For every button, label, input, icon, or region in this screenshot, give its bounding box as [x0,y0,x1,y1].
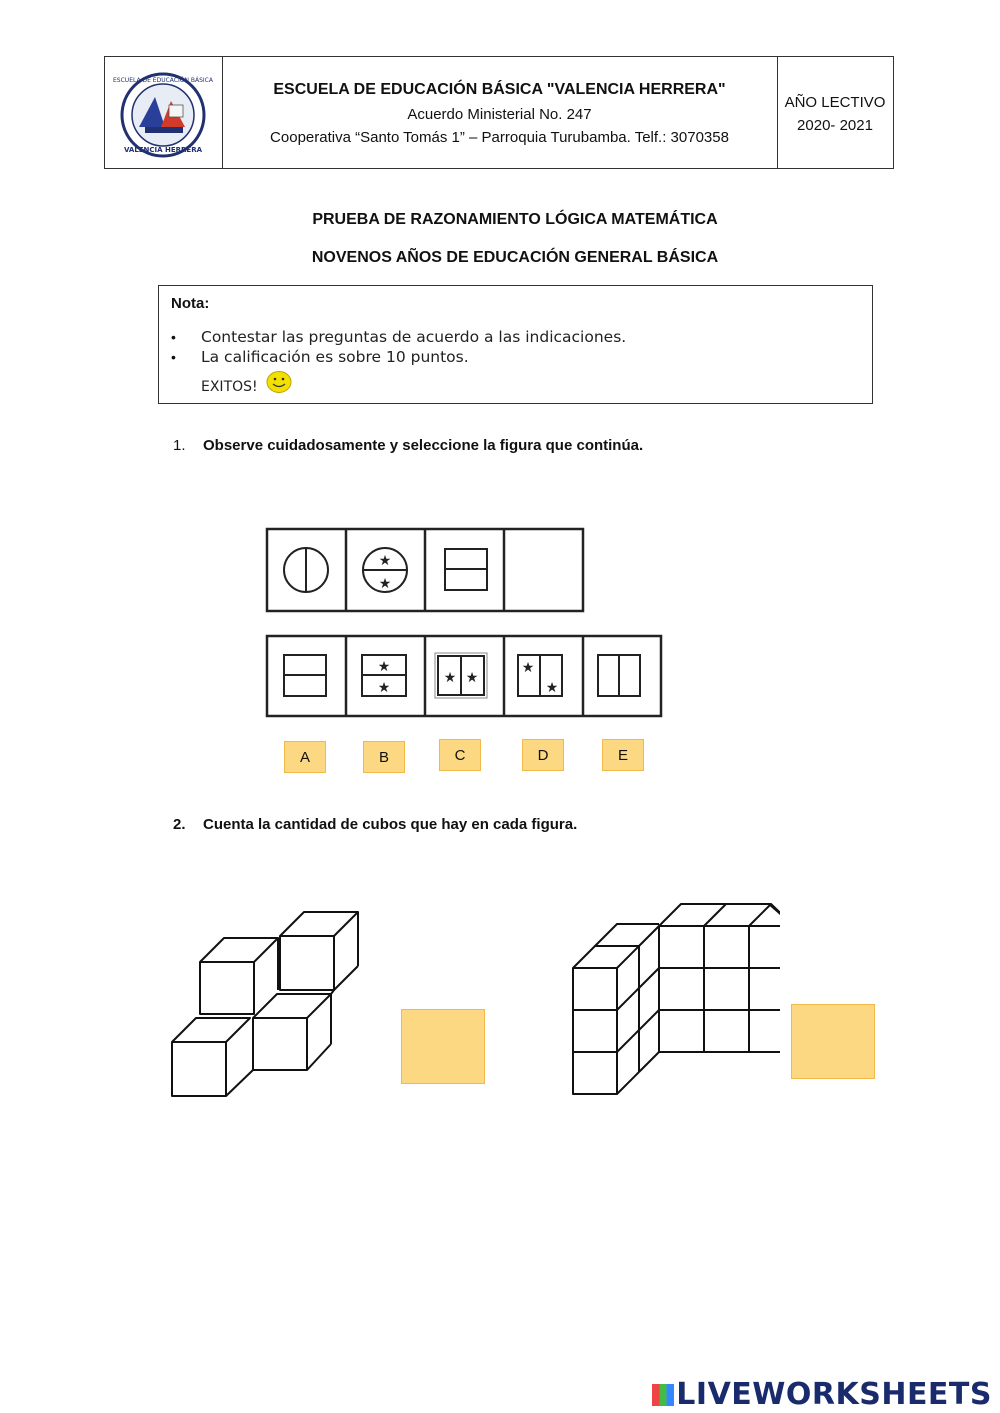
option-b-button[interactable]: B [363,741,405,773]
svg-text:★: ★ [378,553,392,569]
school-year-cell [777,57,893,168]
svg-text:★: ★ [378,576,392,592]
option-c-button[interactable]: C [439,739,481,771]
school-logo [105,57,222,170]
brand-icon [652,1384,674,1406]
sequence-puzzle [262,524,672,724]
school-info-cell [222,57,778,168]
option-d-button[interactable]: D [522,739,564,771]
ministerial-agreement: Acuerdo Ministerial No. 247 [407,106,592,123]
svg-text:★: ★ [443,670,457,686]
smiley-icon [265,370,293,394]
option-a-button[interactable]: A [284,741,326,773]
school-address: Cooperativa “Santo Tomás 1” – Parroquia Turubamba. Telf.: 3070358 [270,129,729,146]
logo-text-top: ESCUELA DE EDUCACIÓN BÁSICA [113,77,213,84]
svg-text:★: ★ [377,659,391,675]
cube-count-answer-2[interactable] [791,1004,875,1079]
bullet-icon: • [171,329,176,345]
school-year-value: 2020- 2021 [797,117,873,134]
note-label: Nota: [171,295,210,312]
school-name: ESCUELA DE EDUCACIÓN BÁSICA "VALENCIA HERRERA" [273,81,726,98]
cube-count-answer-1[interactable] [401,1009,485,1084]
grade-title: NOVENOS AÑOS DE EDUCACIÓN GENERAL BÁSICA [311,249,719,266]
note-box [158,285,873,404]
school-year-label: AÑO LECTIVO [784,94,886,111]
svg-text:★: ★ [521,660,535,676]
logo-cell [105,57,223,168]
cube-figure-2 [565,898,780,1103]
question-number: 2. [173,816,186,833]
test-title: PRUEBA DE RAZONAMIENTO LÓGICA MATEMÁTICA [312,211,718,228]
bullet-icon: • [171,349,176,365]
question-number: 1. [173,437,186,454]
svg-text:★: ★ [465,670,479,686]
school-header [104,56,894,169]
liveworksheets-logo [652,1377,992,1412]
note-closing: EXITOS! [201,379,258,395]
question-2 [173,816,577,833]
brand-text: LIVEWORKSHEETS [676,1377,992,1412]
svg-text:★: ★ [545,680,559,696]
option-e-button[interactable]: E [602,739,644,771]
svg-text:★: ★ [377,680,391,696]
cube-figure-1 [160,900,380,1110]
question-text: Observe cuidadosamente y seleccione la figura que continúa. [203,437,644,454]
logo-text-bottom: VALENCIA HERRERA [123,146,203,154]
note-item: La calificación es sobre 10 puntos. [201,348,469,366]
note-item: Contestar las preguntas de acuerdo a las indicaciones. [201,328,627,346]
question-text: Cuenta la cantidad de cubos que hay en cada figura. [203,816,578,833]
question-1 [173,437,643,454]
